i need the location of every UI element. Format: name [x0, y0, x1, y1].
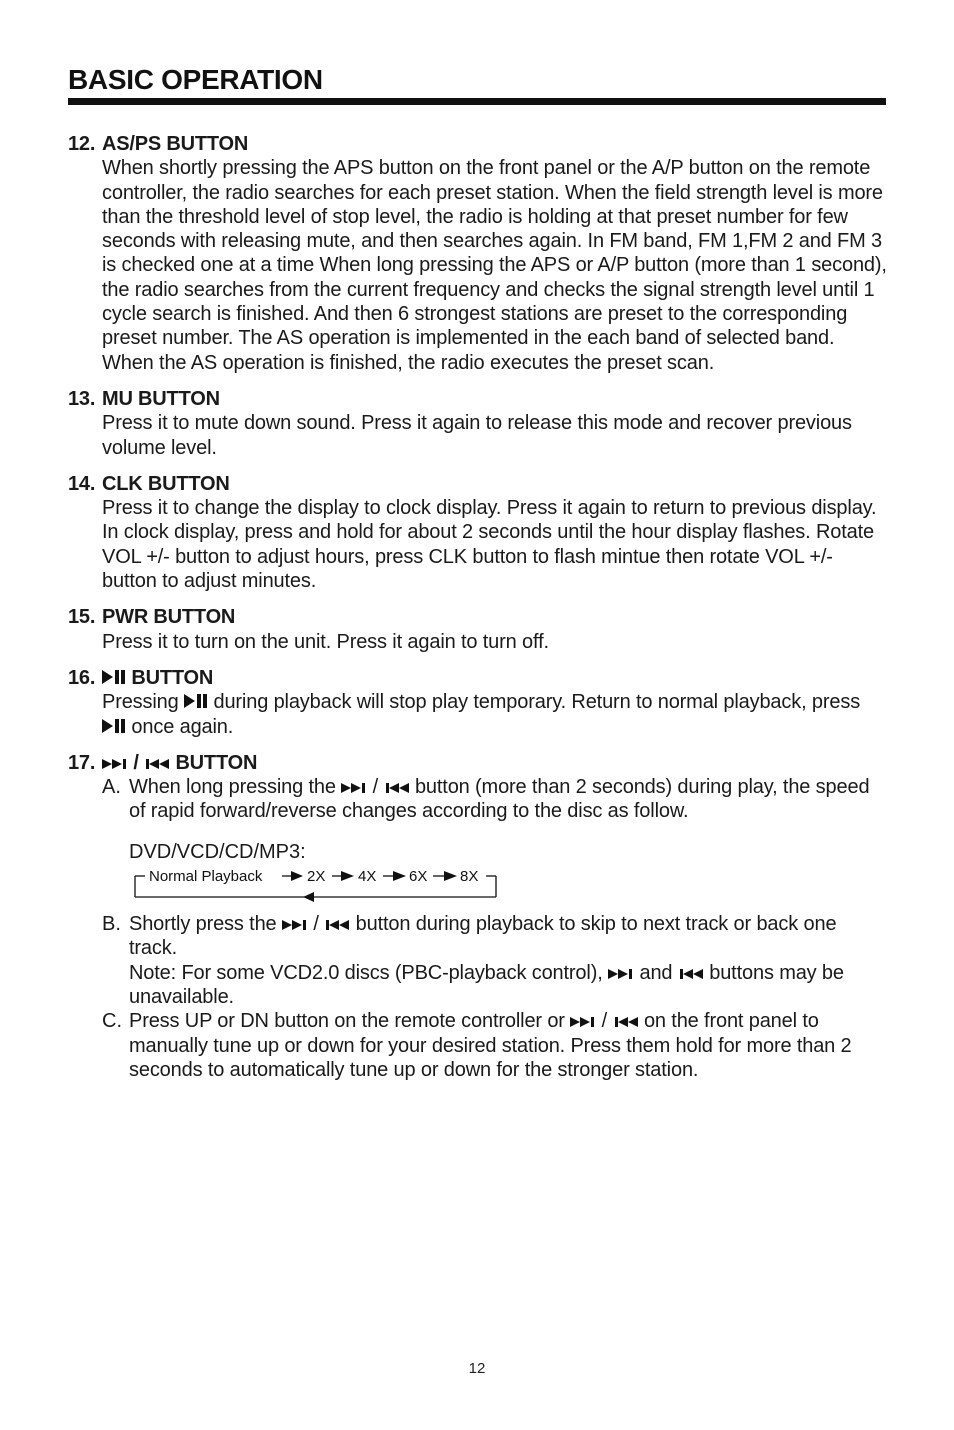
section-play-pause-button [68, 666, 888, 739]
section-number: 12. [68, 133, 96, 155]
sub-item-c [68, 1009, 888, 1082]
section-heading [68, 666, 888, 690]
note-text: and [639, 961, 673, 984]
section-number: 17. [68, 751, 96, 774]
next-track-icon [341, 782, 367, 794]
section-skip-buttons [68, 751, 888, 1082]
section-body: When shortly pressing the APS button on the front panel or the A/P button on the remote controller, the radio searches for each preset station. When the field strength level is more than the threshold level of stop level, the radio is holding at that preset number for few seconds with releasing mute, and then searches again. In FM band, FM 1,FM 2 and FM 3 is checked one at a time When long pressing the APS or A/P button (more than 1 second), the radio searches from the current frequency and checks the signal strength level until 1 cycle search is finished. And then 6 strongest stations are preset to the corresponding preset number. The AS operation is implemented in the each band of selected band. When the AS operation is finished, the radio executes the preset scan. [102, 157, 887, 374]
section-title: BUTTON [131, 666, 214, 689]
sub-item-letter: C. [102, 1010, 122, 1033]
speed-diagram-block [68, 840, 888, 902]
section-body: Press it to mute down sound. Press it again to release this mode and recover previous volume level. [102, 412, 852, 459]
section-heading [68, 605, 888, 629]
section-title: CLK BUTTON [102, 472, 230, 495]
body-text: once again. [131, 715, 234, 738]
slash-separator: / [133, 751, 139, 774]
section-number: 14. [68, 472, 96, 495]
title-rule [68, 98, 886, 105]
sub-item-text [129, 1009, 888, 1082]
section-body [68, 690, 888, 739]
speed-step-6x: 6X [409, 868, 428, 886]
section-mu-button [68, 387, 888, 460]
play-pause-icon [102, 718, 126, 734]
sub-item-letter: A. [102, 776, 121, 799]
play-pause-icon [102, 669, 126, 685]
previous-track-icon [324, 919, 350, 931]
next-track-icon [608, 968, 634, 980]
body-text: Shortly press the [129, 913, 277, 936]
section-title-group [102, 666, 213, 690]
body-text: during playback will stop play temporary. Return to normal playback, press [213, 691, 861, 714]
slash-separator: / [372, 776, 379, 799]
section-title: BUTTON [175, 751, 258, 774]
speed-cycle-diagram [129, 864, 501, 902]
page-number: 12 [468, 1360, 486, 1377]
manual-content [68, 132, 888, 1094]
arrow-right-icon [332, 871, 354, 881]
speed-step-normal: Normal Playback [149, 868, 263, 886]
body-text: button during playback to skip to next track or back one track. [129, 913, 837, 960]
previous-track-icon [144, 758, 170, 770]
sub-item-letter: B. [102, 913, 121, 936]
body-text: Press UP or DN button on the remote controller or [129, 1010, 565, 1033]
body-text: Pressing [102, 691, 179, 714]
arrow-right-icon [433, 871, 457, 881]
section-number: 13. [68, 387, 96, 410]
section-number: 15. [68, 606, 96, 629]
section-heading [68, 751, 888, 775]
body-text: button (more than 2 seconds) during play, the speed of rapid forward/reverse changes according to the disc as follow. [129, 776, 870, 823]
section-pwr-button [68, 605, 888, 654]
next-track-icon [102, 758, 128, 770]
section-heading [68, 132, 888, 156]
section-body: Press it to change the display to clock display. Press it again to return to previous display. In clock display, press and hold for about 2 seconds until the hour display flashes. Rotate VOL +/- button to adjust hours, press CLK button to flash mintue then rotate VOL +/- button to adjust minutes. [102, 497, 877, 593]
sub-item-text [129, 775, 888, 824]
section-body: Press it to turn on the unit. Press it again to turn off. [102, 630, 549, 653]
speed-step-4x: 4X [358, 868, 377, 886]
arrow-right-icon [383, 871, 406, 881]
section-title: PWR BUTTON [102, 606, 236, 629]
speed-label: DVD/VCD/CD/MP3: [129, 840, 306, 863]
section-title: AS/PS BUTTON [102, 133, 249, 155]
sub-item-text [129, 912, 888, 1009]
section-clk-button [68, 472, 888, 593]
body-text: on the front panel to manually tune up or down for your desired station. Press them hold for more than 2 seconds to automatically tune up or down for the stronger station. [129, 1010, 852, 1081]
slash-separator: / [601, 1010, 608, 1033]
section-heading [68, 472, 888, 496]
next-track-icon [570, 1016, 596, 1028]
note-text: buttons may be unavailable. [129, 961, 844, 1008]
sub-item-b [68, 912, 888, 1009]
previous-track-icon [678, 968, 704, 980]
speed-step-8x: 8X [460, 868, 479, 886]
slash-separator: / [313, 913, 319, 936]
play-pause-icon [184, 693, 208, 709]
previous-track-icon [613, 1016, 639, 1028]
page-title: BASIC OPERATION [68, 64, 323, 95]
section-title-group [102, 751, 257, 775]
next-track-icon [282, 919, 308, 931]
section-title: MU BUTTON [102, 387, 220, 410]
section-as-ps-button [68, 132, 888, 375]
arrow-right-icon [282, 871, 303, 881]
note-text: Note: For some VCD2.0 discs (PBC-playback control), [129, 961, 603, 984]
previous-track-icon [384, 782, 410, 794]
section-number: 16. [68, 666, 96, 689]
section-heading [68, 387, 888, 411]
sub-item-a [68, 775, 888, 824]
body-text: When long pressing the [129, 776, 336, 799]
speed-step-2x: 2X [307, 868, 326, 886]
